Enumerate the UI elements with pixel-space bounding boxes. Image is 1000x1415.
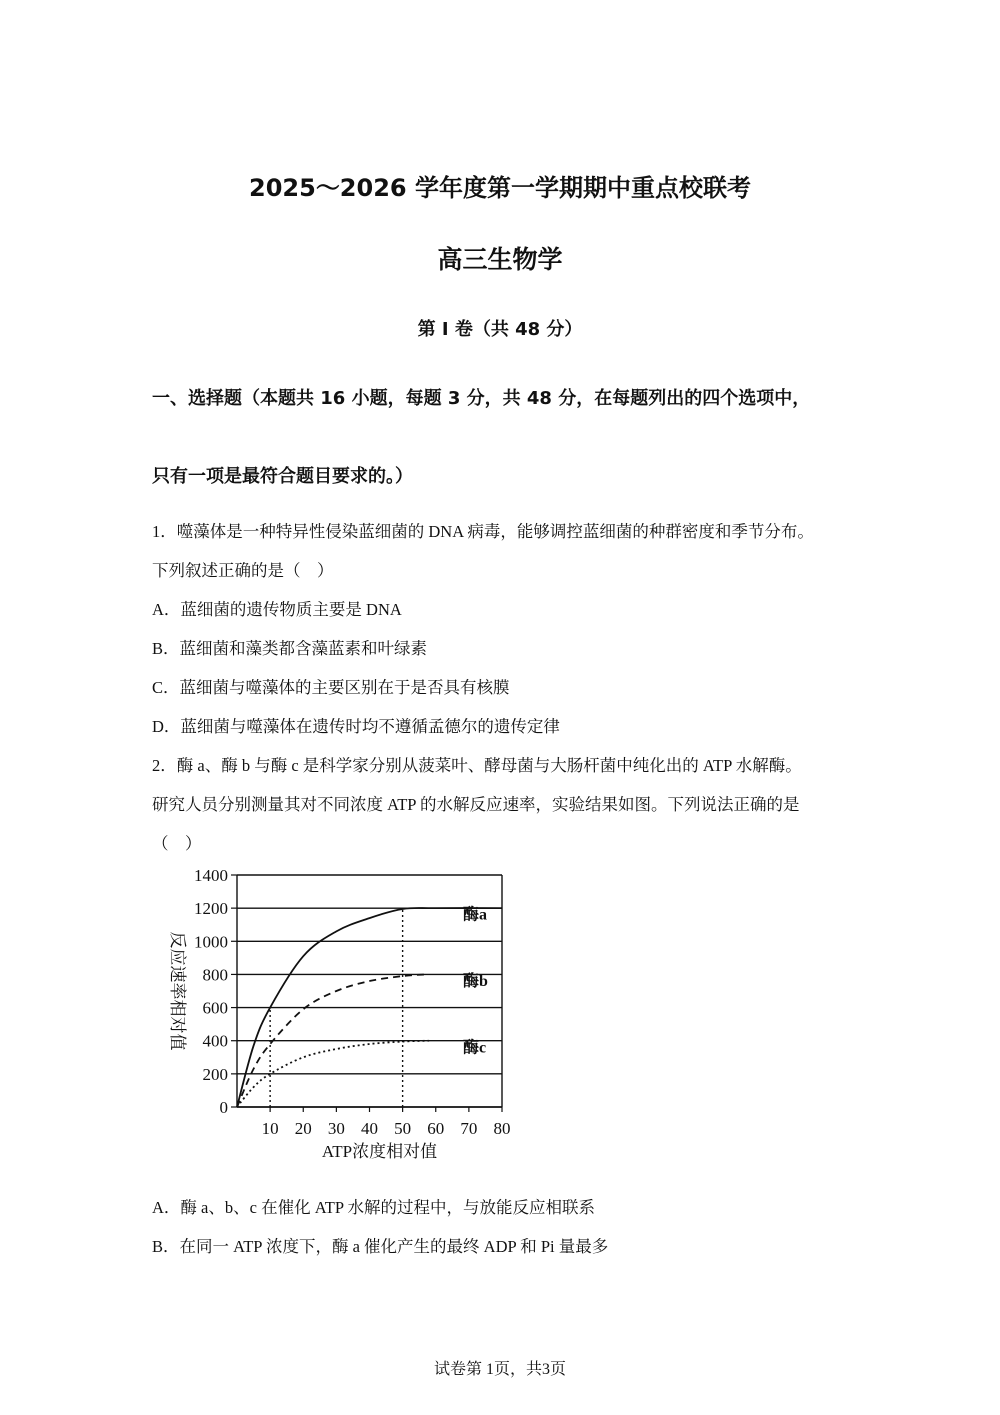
question-1-option-a: A．蓝细菌的遗传物质主要是 DNA: [152, 600, 402, 619]
question-1-option-c: C．蓝细菌与噬藻体的主要区别在于是否具有核膜: [152, 678, 510, 697]
enzyme-rate-chart: [150, 860, 530, 1165]
x-tick-label: 70: [460, 1119, 478, 1138]
x-tick-label: 30: [327, 1119, 345, 1138]
x-tick-label: 40: [361, 1119, 378, 1138]
x-tick-label: 50: [394, 1119, 412, 1138]
question-1-stem-line1: 1．噬藻体是一种特异性侵染蓝细菌的 DNA 病毒，能够调控蓝细菌的种群密度和季节分布。: [152, 522, 814, 541]
y-tick-label: 1000: [194, 932, 228, 952]
series-label: 酶c: [463, 1039, 487, 1057]
subject-title: 高三生物学: [437, 245, 563, 274]
question-1-stem-line2: 下列叙述正确的是（ ）: [152, 561, 334, 580]
x-tick-label: 80: [493, 1119, 511, 1138]
exam-title: 2025～2026 学年度第一学期期中重点校联考: [249, 174, 751, 202]
y-axis-label: 反应速率相对值: [168, 931, 187, 1051]
series-label: 酶b: [463, 973, 488, 991]
question-2-option-a: A．酶 a、b、c 在催化 ATP 水解的过程中，与放能反应相联系: [152, 1198, 596, 1217]
y-tick-label: 200: [202, 1064, 228, 1084]
page-footer: 试卷第 1页，共3页: [433, 1361, 566, 1378]
question-2-stem-line2: 研究人员分别测量其对不同浓度 ATP 的水解反应速率，实验结果如图。下列说法正确的是: [152, 795, 800, 814]
x-tick-label: 20: [294, 1119, 312, 1138]
y-tick-label: 1400: [194, 866, 228, 885]
question-2-stem-line1: 2．酶 a、酶 b 与酶 c 是科学家分别从菠菜叶、酵母菌与大肠杆菌中纯化出的 ATP 水解酶。: [152, 756, 802, 775]
x-tick-label: 10: [261, 1119, 279, 1138]
question-1-option-d: D．蓝细菌与噬藻体在遗传时均不遵循孟德尔的遗传定律: [152, 717, 560, 736]
y-tick-label: 800: [202, 965, 228, 985]
section-heading-line1: 一、选择题（本题共 16 小题，每题 3 分，共 48 分，在每题列出的四个选项中，: [152, 388, 811, 409]
series-label: 酶a: [463, 906, 488, 924]
question-2-stem-line3: （ ）: [152, 834, 202, 853]
x-axis-label: ATP浓度相对值: [321, 1142, 438, 1161]
part-title: 第 I 卷（共 48 分）: [417, 319, 583, 340]
x-tick-label: 60: [427, 1119, 445, 1138]
y-tick-label: 1200: [194, 899, 228, 919]
question-2-option-b: B．在同一 ATP 浓度下，酶 a 催化产生的最终 ADP 和 Pi 量最多: [152, 1237, 609, 1256]
y-tick-label: 400: [202, 1031, 228, 1051]
y-tick-label: 0: [219, 1098, 228, 1117]
question-1-option-b: B．蓝细菌和藻类都含藻蓝素和叶绿素: [152, 639, 428, 658]
y-tick-label: 600: [202, 998, 228, 1018]
section-heading-line2: 只有一项是最符合题目要求的。）: [152, 466, 413, 487]
